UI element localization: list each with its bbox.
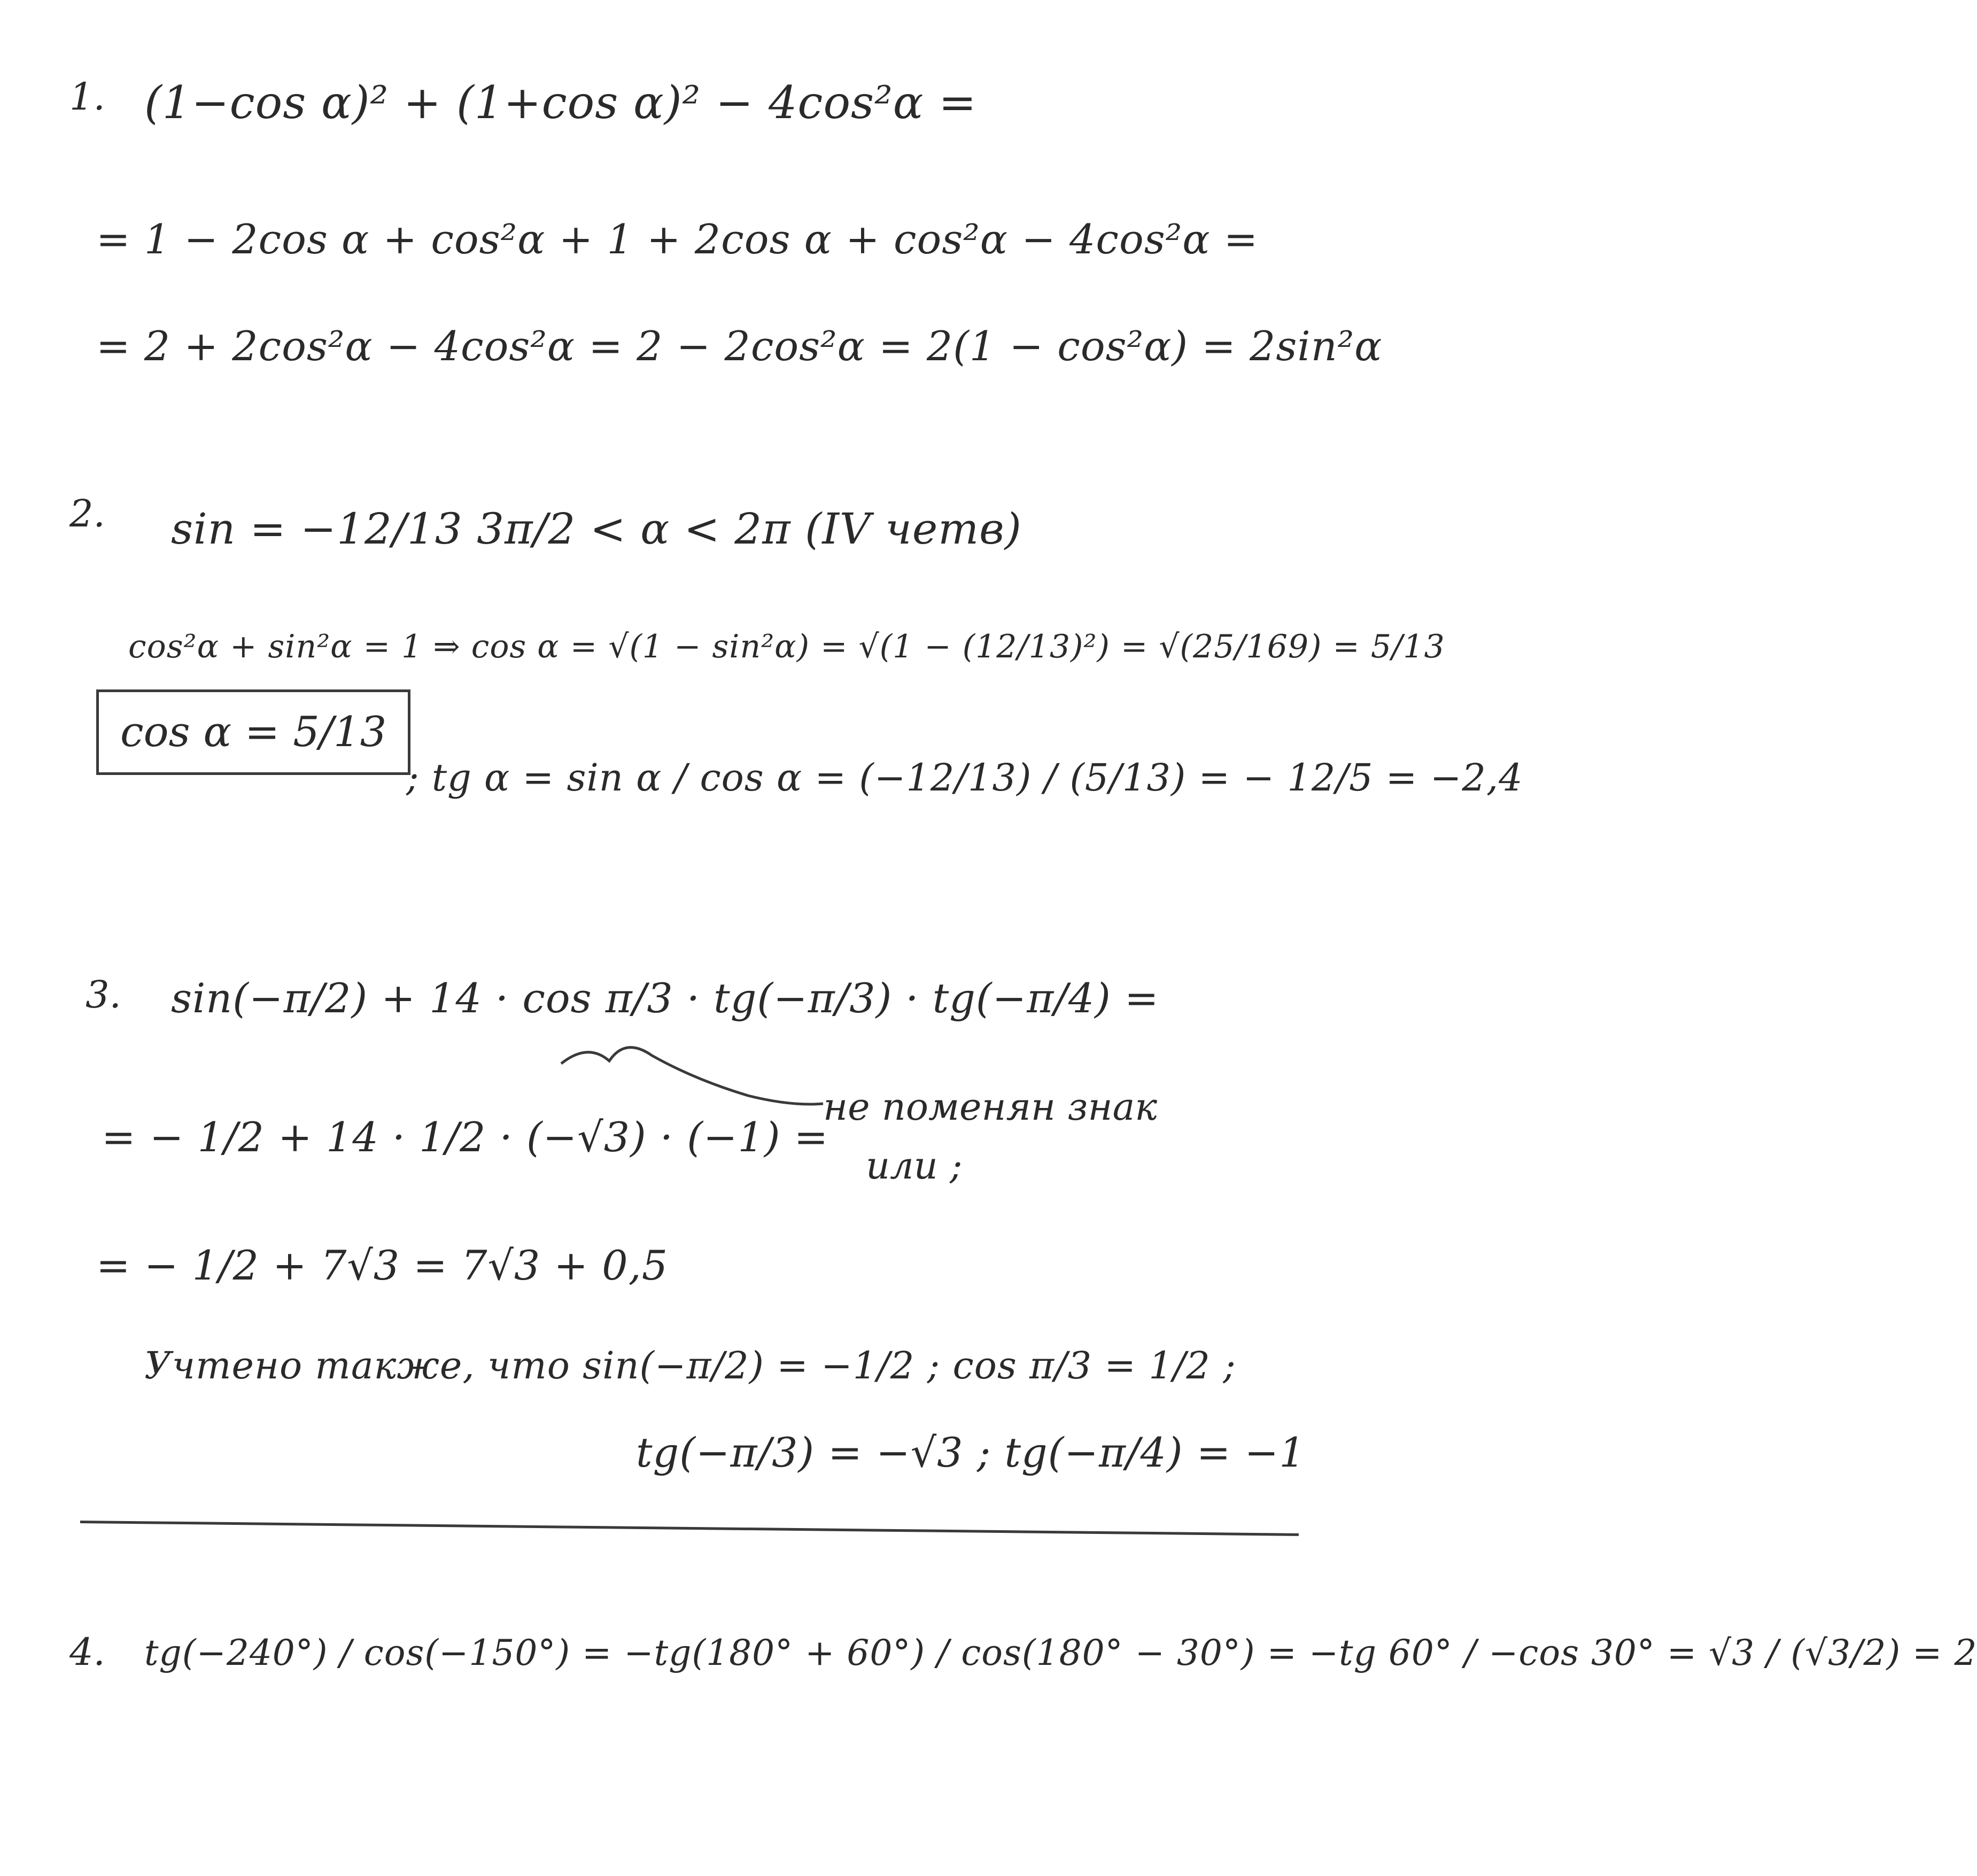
problem-3-line-1: sin(−π/2) + 14 · cos π/3 · tg(−π/3) · tg(−π/4) = [171,974,1159,1022]
divider-rule [80,1521,1299,1536]
problem-3-number: 3. [86,973,121,1017]
problem-3-note: не поменян знак [823,1085,1158,1129]
problem-1-line-2: = 1 − 2cos α + cos²α + 1 + 2cos α + cos²α − 4cos²α = [96,215,1259,263]
problem-2-line-1: sin = −12/13 3π/2 < α < 2π (IV четв) [171,504,1022,554]
problem-2-boxed-answer: cos α = 5/13 [96,689,410,775]
problem-1-number: 1. [69,75,105,119]
problem-3-line-3: = − 1/2 + 7√3 = 7√3 + 0,5 [96,1242,669,1289]
problem-2-number: 2. [69,492,105,536]
problem-1-line-3: = 2 + 2cos²α − 4cos²α = 2 − 2cos²α = 2(1 − cos²α) = 2sin²α [96,322,1383,370]
problem-2-line-2: cos²α + sin²α = 1 ⇒ cos α = √(1 − sin²α) = √(1 − (12/13)²) = √(25/169) = 5/13 [128,628,1445,665]
problem-2-tg-line: ; tg α = sin α / cos α = (−12/13) / (5/13) = − 12/5 = −2,4 [406,756,1523,800]
problem-3-line-5: tg(−π/3) = −√3 ; tg(−π/4) = −1 [636,1429,1306,1476]
problem-3-line-2: = − 1/2 + 14 · 1/2 · (−√3) · (−1) = [102,1113,829,1161]
problem-4-line-1: tg(−240°) / cos(−150°) = −tg(180° + 60°) / cos(180° − 30°) = −tg 60° / −cos 30° = √3 / (√3/2) = 2 [144,1632,1977,1673]
problem-3-note-2: или ; [866,1144,963,1188]
problem-1-line-1: (1−cos α)² + (1+cos α)² − 4cos²α = [144,76,977,129]
problem-4-number: 4. [69,1630,105,1674]
problem-3-line-4: Учтено также, что sin(−π/2) = −1/2 ; cos π/3 = 1/2 ; [144,1344,1236,1387]
